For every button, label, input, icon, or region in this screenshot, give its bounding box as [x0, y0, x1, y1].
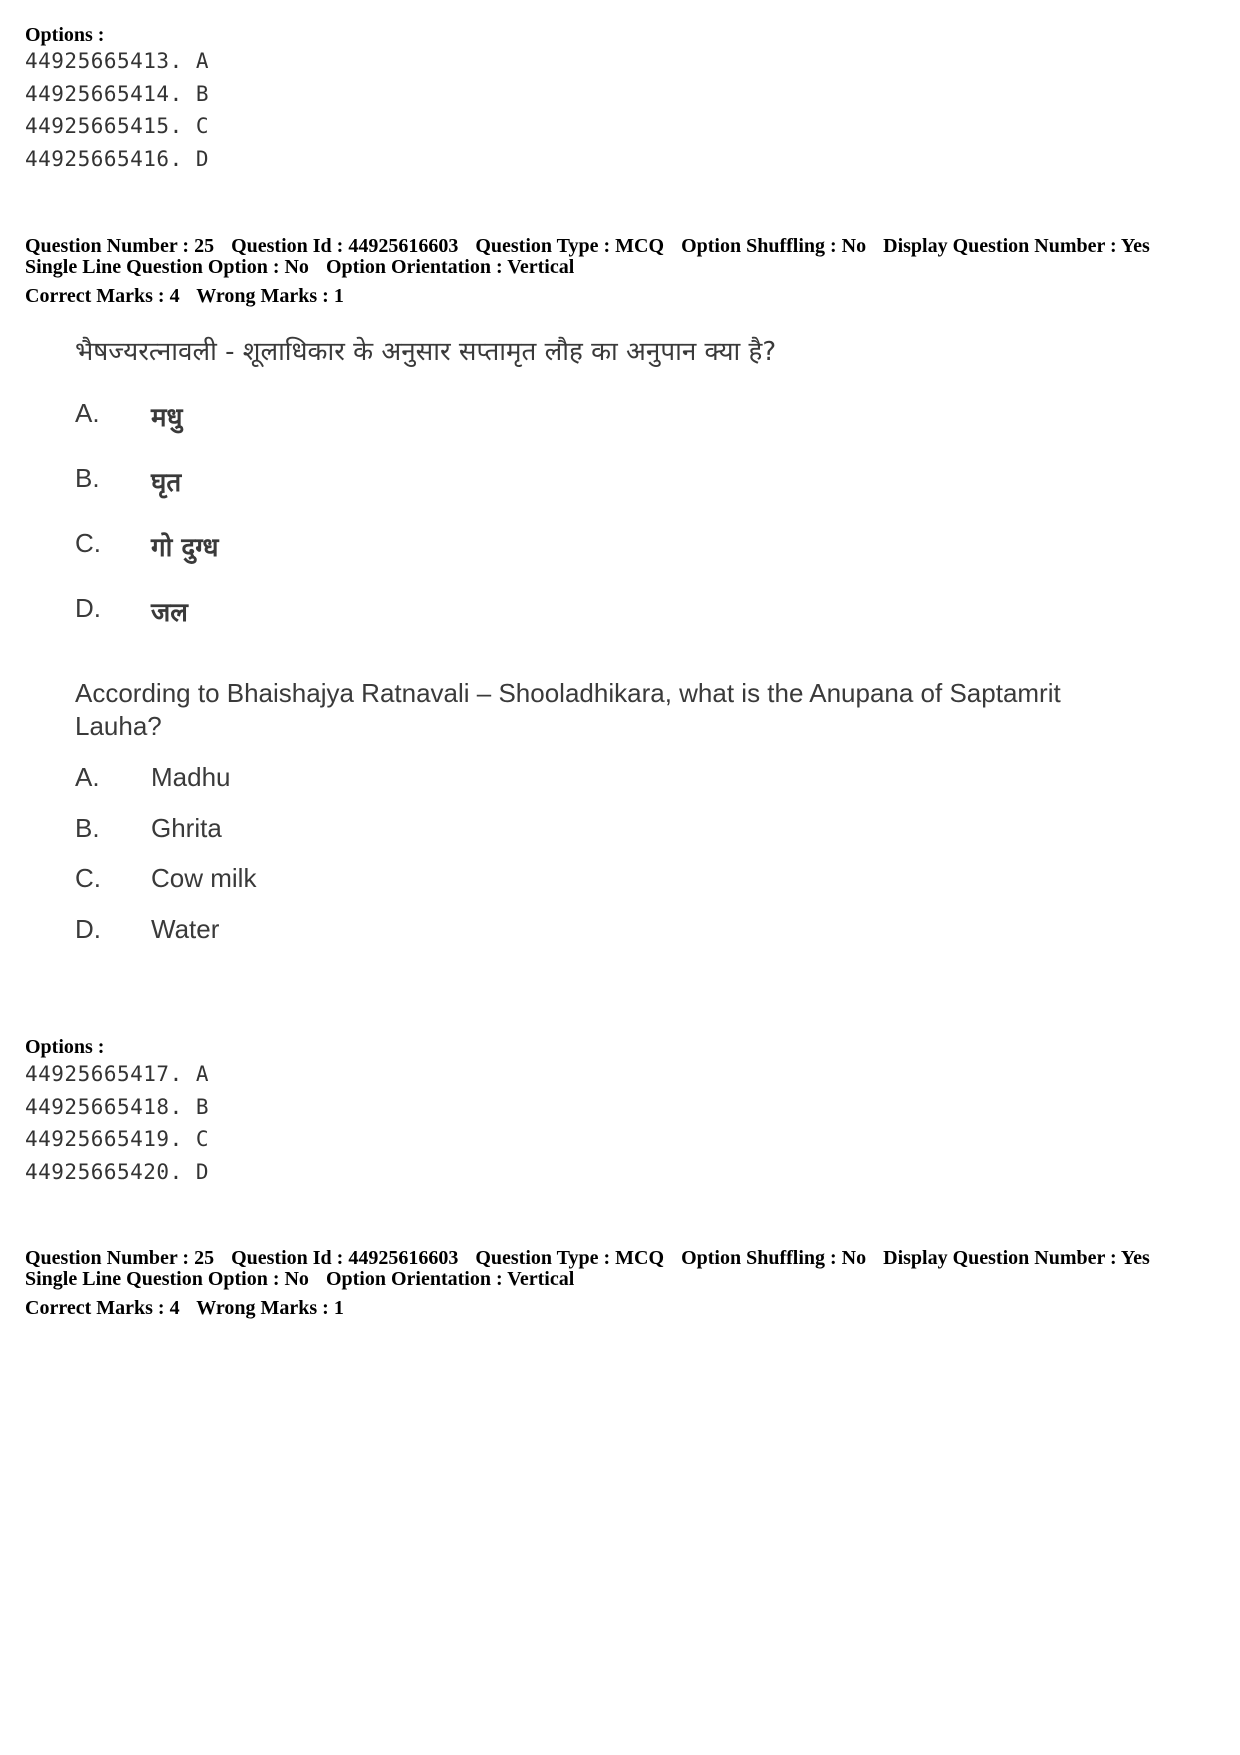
question-type: Question Type : MCQ: [475, 1247, 665, 1269]
wrong-marks: Wrong Marks : 1: [196, 285, 344, 307]
question-type: Question Type : MCQ: [475, 235, 665, 257]
options-label: Options :: [25, 24, 105, 46]
choice-letter: A.: [75, 398, 100, 428]
question-meta-line: [25, 1248, 1150, 1269]
choice-letter: B.: [75, 813, 100, 843]
correct-marks: Correct Marks : 4: [25, 1297, 180, 1319]
choice-text: घृत: [151, 468, 182, 498]
option-id-row: 44925665420. D: [25, 1160, 210, 1184]
choice-letter: A.: [75, 762, 100, 792]
choice-letter: D.: [75, 914, 101, 944]
choice-text: मधु: [151, 403, 183, 433]
marks-line: [25, 286, 344, 307]
choice-letter: B.: [75, 463, 100, 493]
choice-letter: C.: [75, 528, 101, 558]
option-id-row: 44925665414. B: [25, 82, 210, 106]
option-id-row: 44925665417. A: [25, 1062, 210, 1086]
option-shuffling: Option Shuffling : No: [681, 1247, 867, 1269]
question-id: Question Id : 44925616603: [231, 235, 459, 257]
single-line-question-option: Single Line Question Option : No: [25, 256, 309, 278]
display-question-number: Display Question Number : Yes: [883, 235, 1150, 257]
choice-text: Ghrita: [151, 813, 222, 843]
question-meta-line: [25, 1269, 574, 1290]
wrong-marks: Wrong Marks : 1: [196, 1297, 344, 1319]
option-id-row: 44925665419. C: [25, 1127, 210, 1151]
question-number: Question Number : 25: [25, 1247, 215, 1269]
choice-letter: C.: [75, 863, 101, 893]
correct-marks: Correct Marks : 4: [25, 285, 180, 307]
choice-text: जल: [151, 598, 188, 628]
question-text-english: According to Bhaishajya Ratnavali – Shooladhikara, what is the Anupana of Saptamrit Lauha?: [75, 678, 1061, 741]
option-id-row: 44925665418. B: [25, 1095, 210, 1119]
option-orientation: Option Orientation : Vertical: [325, 1268, 575, 1290]
choice-text: Madhu: [151, 762, 231, 792]
question-meta-line: [25, 236, 1150, 257]
option-id-row: 44925665415. C: [25, 114, 210, 138]
question-id: Question Id : 44925616603: [231, 1247, 459, 1269]
choice-letter: D.: [75, 593, 101, 623]
question-meta-line: [25, 257, 574, 278]
display-question-number: Display Question Number : Yes: [883, 1247, 1150, 1269]
option-id-row: 44925665413. A: [25, 49, 210, 73]
single-line-question-option: Single Line Question Option : No: [25, 1268, 309, 1290]
choice-text: गो दुग्ध: [151, 533, 219, 563]
question-text-hindi: भैषज्यरत्नावली - शूलाधिकार के अनुसार सप्तामृत लौह का अनुपान क्या है?: [75, 337, 777, 367]
choice-text: Water: [151, 914, 220, 944]
option-id-row: 44925665416. D: [25, 147, 210, 171]
option-orientation: Option Orientation : Vertical: [325, 256, 575, 278]
options-label: Options :: [25, 1036, 105, 1058]
choice-text: Cow milk: [151, 863, 257, 893]
option-shuffling: Option Shuffling : No: [681, 235, 867, 257]
question-number: Question Number : 25: [25, 235, 215, 257]
marks-line: [25, 1298, 344, 1319]
